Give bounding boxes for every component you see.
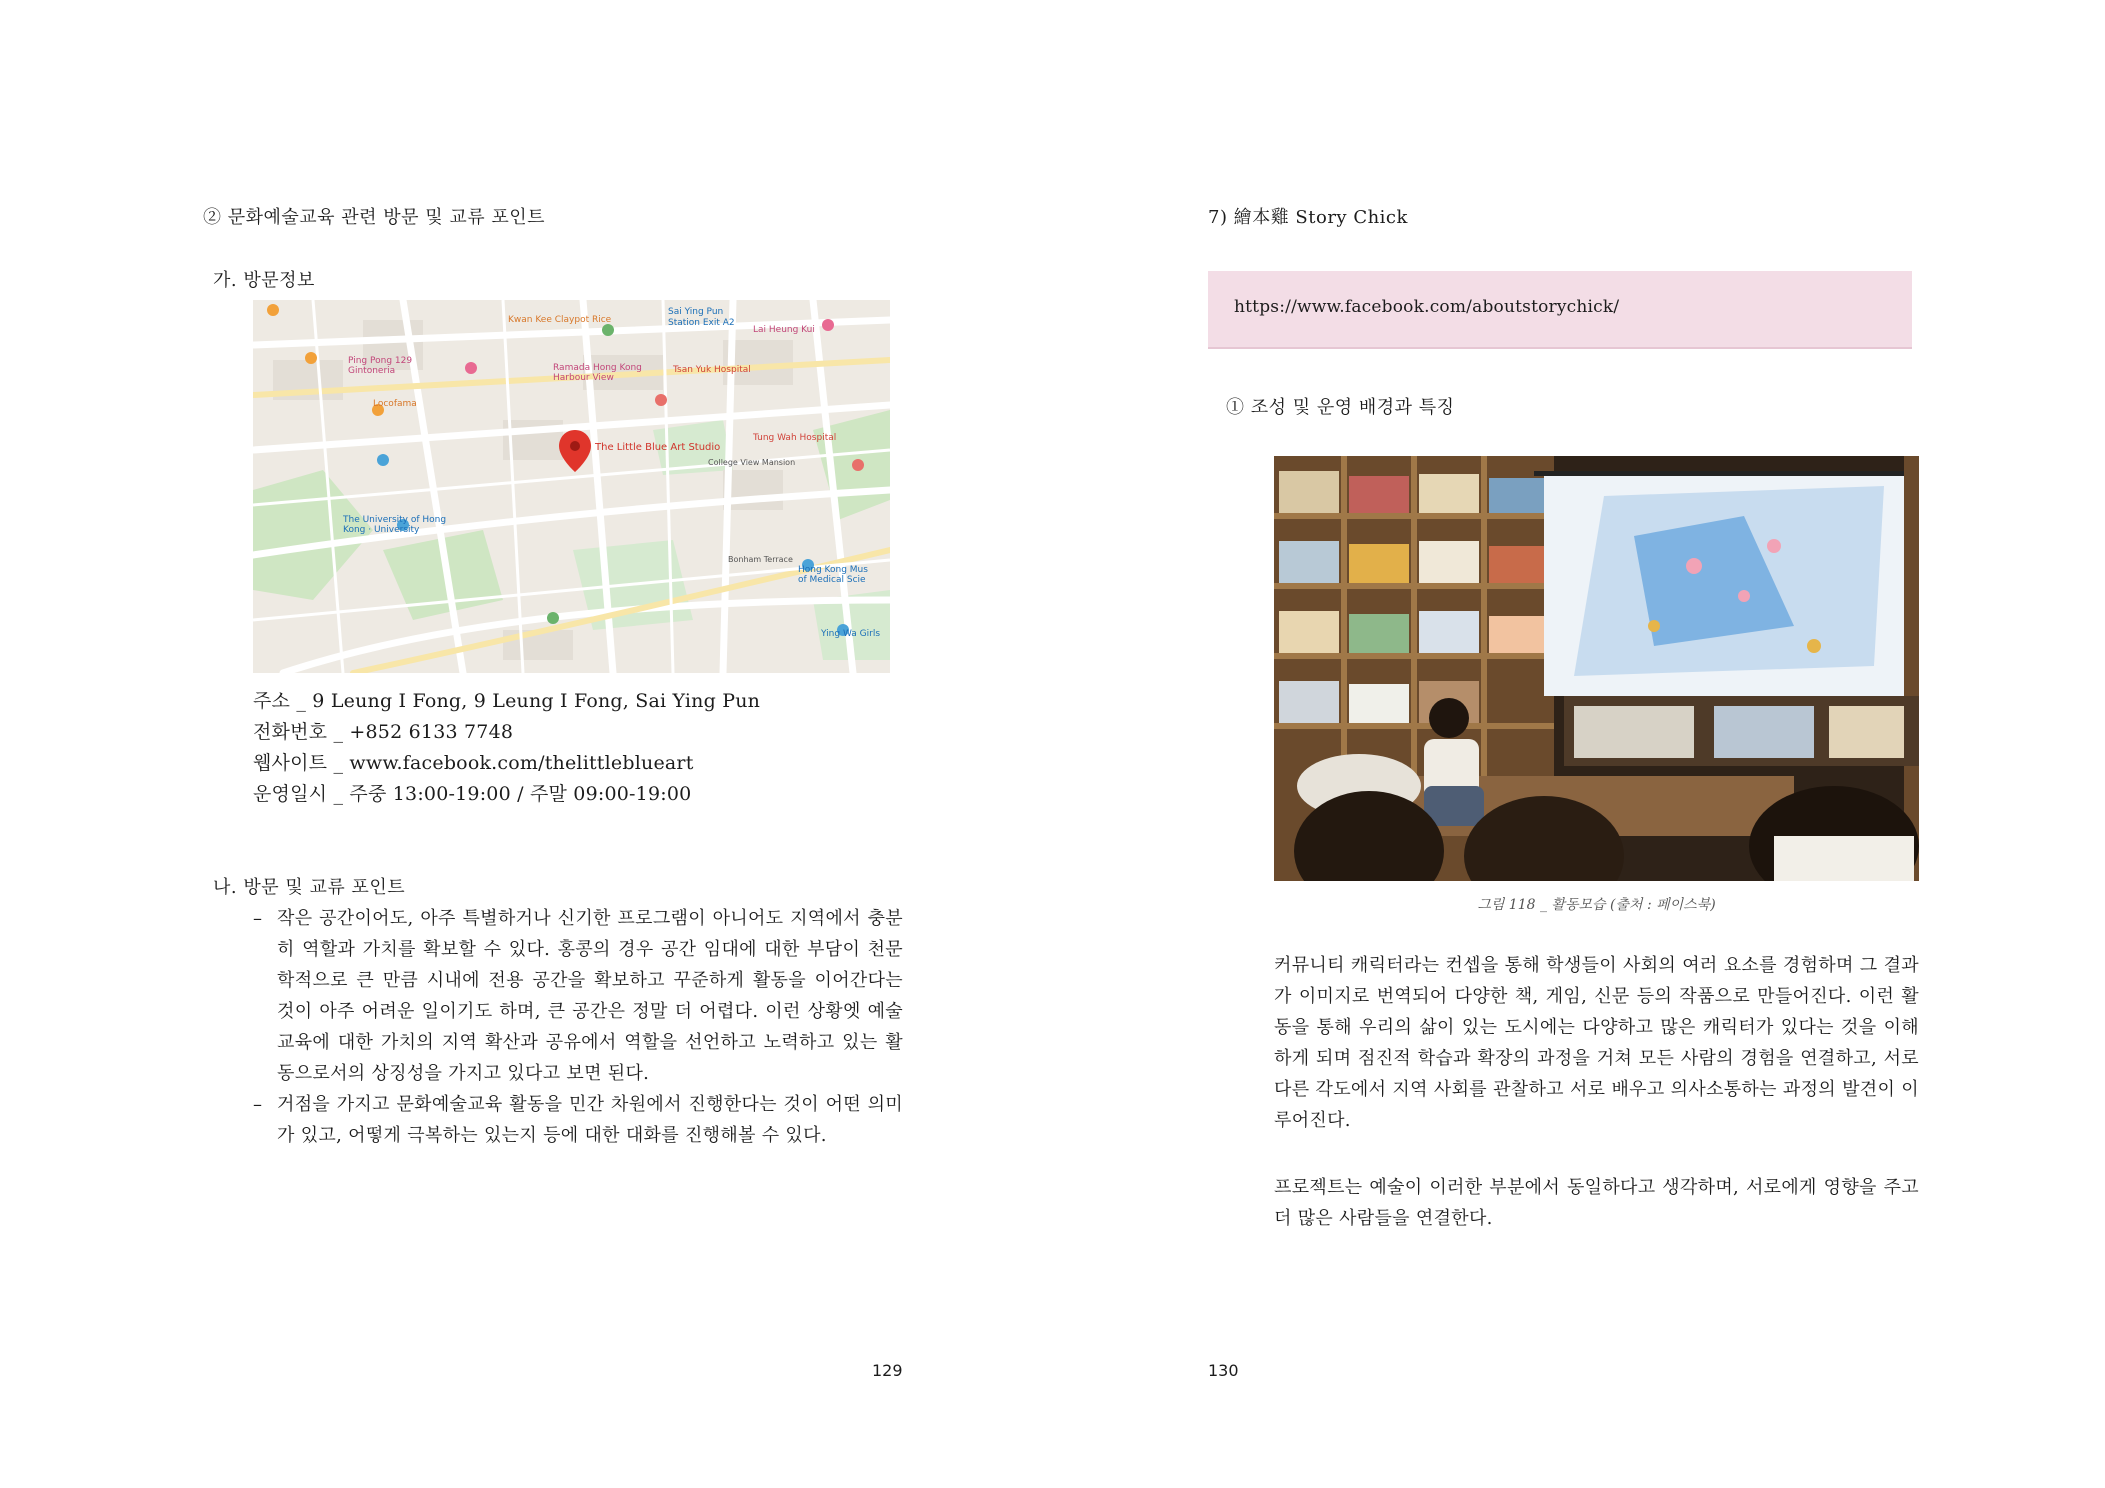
- bullet-text: 작은 공간이어도, 아주 특별하거나 신기한 프로그램이 아니어도 지역에서 충분히 역할과 가치를 확보할 수 있다. 홍콩의 경우 공간 임대에 대한 부담이 천문학적으로 큰 만큼 시내에 전용 공간을 확보하고 꾸준하게 활동을 이어간다는 것이 아주 어려운 일이기도 하며, 큰 공간은 정말 더 어렵다. 이런 상황엣 예술교육에 대한 가치의 지역 확산과 공유에서 역할을 선언하고 노력하고 있는 활동으로서의 상징성을 가지고 있다고 보면 된다.: [277, 908, 903, 1084]
- background-heading: ① 조성 및 운영 배경과 특징: [1226, 397, 1455, 418]
- address: 주소 _ 9 Leung I Fong, 9 Leung I Fong, Sai Ying Pun: [253, 690, 761, 712]
- section-heading: 7) 繪本雞 Story Chick: [1208, 207, 1408, 228]
- visit-info: [253, 686, 760, 810]
- svg-text:Hong Kong Mus: Hong Kong Mus: [798, 565, 868, 575]
- svg-text:Tung Wah Hospital: Tung Wah Hospital: [753, 433, 837, 443]
- svg-text:Station Exit A2: Station Exit A2: [668, 318, 735, 328]
- url-box: [1208, 271, 1912, 349]
- svg-text:of Medical Scie: of Medical Scie: [798, 575, 866, 585]
- svg-text:The University of Hong: The University of Hong: [343, 515, 447, 525]
- activity-photo: [1274, 456, 1919, 881]
- svg-text:Gintoneria: Gintoneria: [348, 366, 396, 376]
- svg-text:Harbour View: Harbour View: [553, 373, 614, 383]
- photo-caption: 그림 118 _ 활동모습 (출처 : 페이스북): [1477, 897, 1716, 913]
- page-number: 130: [1208, 1361, 1239, 1380]
- paragraph-1: 커뮤니티 캐릭터라는 컨셉을 통해 학생들이 사회의 여러 요소를 경험하며 그 결과가 이미지로 번역되어 다양한 책, 게임, 신문 등의 작품으로 만들어진다. 이런 활동을 통해 우리의 삶이 있는 도시에는 다양하고 많은 캐릭터가 있다는 것을 이해하게 되며 점진적 학습과 확장의 과정을 거쳐 모든 사람의 경험을 연결하고, 서로 다른 각도에서 지역 사회를 관찰하고 서로 배우고 의사소통하는 과정의 발견이 이루어진다.: [1274, 955, 1919, 1131]
- phone: 전화번호 _ +852 6133 7748: [253, 721, 514, 743]
- svg-text:Lai Heung Kui: Lai Heung Kui: [753, 325, 815, 335]
- svg-text:Ying Wa Girls: Ying Wa Girls: [821, 629, 881, 639]
- svg-text:Sai Ying Pun: Sai Ying Pun: [668, 307, 724, 317]
- section-heading: ② 문화예술교육 관련 방문 및 교류 포인트: [203, 207, 546, 228]
- visit-info-heading: 가. 방문정보: [213, 270, 315, 291]
- facebook-link[interactable]: https://www.facebook.com/aboutstorychick/: [1234, 297, 1620, 317]
- svg-text:Bonham Terrace: Bonham Terrace: [728, 555, 793, 564]
- photo-canvas: [1274, 456, 1919, 881]
- opening-hours: 운영일시 _ 주중 13:00-19:00 / 주말 09:00-19:00: [253, 783, 692, 805]
- location-map[interactable]: [253, 300, 890, 673]
- map-canvas: [253, 300, 890, 673]
- svg-text:Ramada Hong Kong: Ramada Hong Kong: [553, 363, 642, 373]
- svg-text:Tsan Yuk Hospital: Tsan Yuk Hospital: [673, 365, 751, 375]
- svg-text:Kwan Kee Claypot Rice: Kwan Kee Claypot Rice: [508, 315, 612, 325]
- svg-text:Locofama: Locofama: [373, 399, 417, 409]
- bullet-text: 거점을 가지고 문화예술교육 활동을 민간 차원에서 진행한다는 것이 어떤 의미가 있고, 어떻게 극복하는 있는지 등에 대한 대화를 진행해볼 수 있다.: [277, 1094, 903, 1146]
- list-item: [253, 1089, 903, 1151]
- svg-text:Ping Pong 129: Ping Pong 129: [348, 356, 413, 366]
- bullet-dash: –: [253, 908, 263, 929]
- bullet-dash: –: [253, 1094, 263, 1115]
- page-number: 129: [872, 1361, 903, 1380]
- svg-text:College View Mansion: College View Mansion: [708, 458, 796, 467]
- left-page: [0, 0, 1052, 1488]
- list-item: [253, 903, 903, 1089]
- exchange-points-heading: 나. 방문 및 교류 포인트: [213, 877, 406, 898]
- website[interactable]: 웹사이트 _ www.facebook.com/thelittleblueart: [253, 752, 694, 774]
- exchange-points-list: [253, 903, 903, 1151]
- svg-text:Kong · University: Kong · University: [343, 525, 420, 535]
- paragraph-2: 프로젝트는 예술이 이러한 부분에서 동일하다고 생각하며, 서로에게 영향을 주고 더 많은 사람들을 연결한다.: [1274, 1177, 1919, 1229]
- map-pin-label: The Little Blue Art Studio: [595, 442, 721, 453]
